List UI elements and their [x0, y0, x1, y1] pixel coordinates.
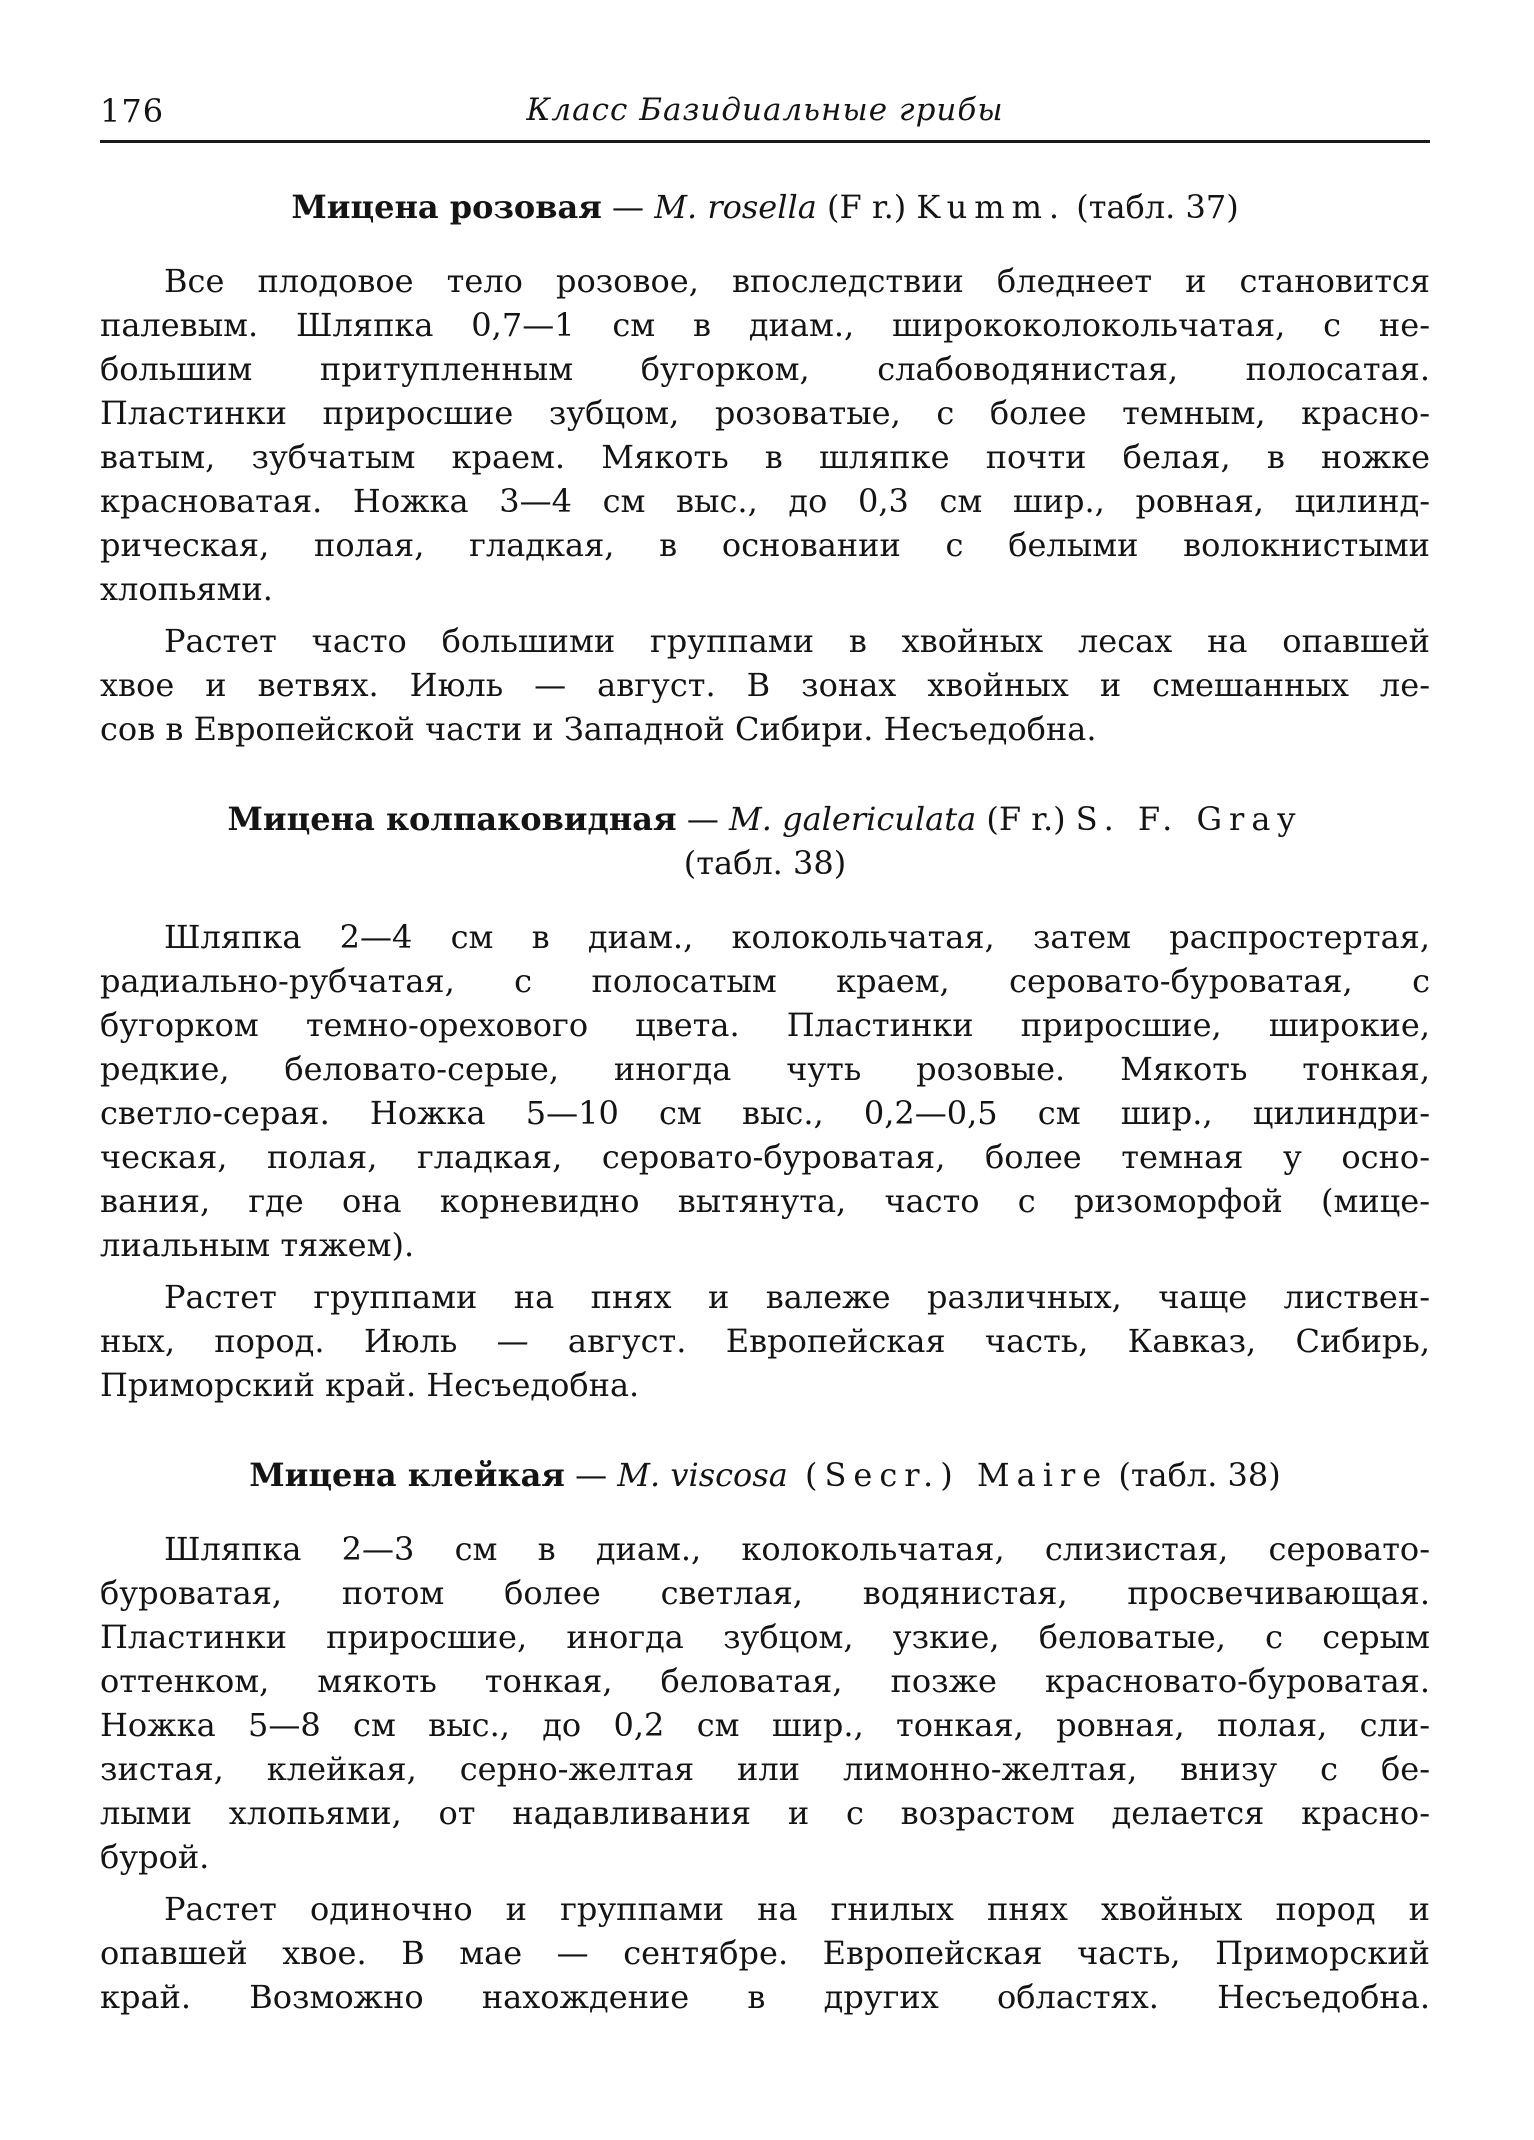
- entry-mycena-galericulata: [100, 797, 1430, 1407]
- description-paragraph: [100, 915, 1430, 1267]
- text-line: редкие, беловато-серые, иногда чуть розовые. Мякоть тонкая,: [100, 1050, 1430, 1088]
- text-line: хвое и ветвях. Июль — август. В зонах хвойных и смешанных ле-: [100, 666, 1430, 704]
- text-line: Пластинки приросшие, иногда зубцом, узкие, беловатые, с серым: [100, 1618, 1430, 1656]
- text-line: лиальным тяжем).: [100, 1226, 415, 1264]
- heading-dash: —: [564, 1456, 618, 1494]
- text-line: радиально-рубчатая, с полосатым краем, серовато-буроватая, с: [100, 962, 1430, 1000]
- text-line: лыми хлопьями, от надавливания и с возрастом делается красно-: [100, 1794, 1430, 1832]
- text-line: край. Возможно нахождение в других областях. Несъедобна.: [100, 1978, 1430, 2016]
- text-line: Шляпка 2—3 см в диам., колокольчатая, слизистая, серовато-: [164, 1530, 1430, 1568]
- description-paragraph: [100, 1527, 1430, 1879]
- description-paragraph: [100, 259, 1430, 611]
- text-line: зистая, клейкая, серно-желтая или лимонно-желтая, внизу с бе-: [100, 1750, 1430, 1788]
- habitat-paragraph: [100, 1887, 1430, 2019]
- species-latin-name: M. viscosa: [617, 1456, 788, 1494]
- table-reference: (табл. 38): [683, 844, 847, 882]
- text-line: большим притупленным бугорком, слабоводянистая, полосатая.: [100, 350, 1430, 388]
- text-line: вания, где она корневидно вытянута, часто с ризоморфой (мице-: [100, 1182, 1430, 1220]
- text-line: ных, пород. Июль — август. Европейская часть, Кавказ, Сибирь,: [100, 1322, 1430, 1360]
- text-line: бугорком темно-орехового цвета. Пластинки приросшие, широкие,: [100, 1006, 1430, 1044]
- author-name: Maire: [976, 1456, 1109, 1494]
- author-abbreviation: (Secr.): [787, 1456, 977, 1494]
- species-russian-name: Мицена розовая: [291, 188, 602, 226]
- heading-dash: —: [601, 188, 655, 226]
- text-line: светло-серая. Ножка 5—10 см выс., 0,2—0,5 см шир., цилиндри-: [100, 1094, 1430, 1132]
- text-line: красноватая. Ножка 3—4 см выс., до 0,3 см шир., ровная, цилинд-: [100, 482, 1430, 520]
- text-line: Растет группами на пнях и валеже различных, чаще листвен-: [164, 1278, 1430, 1316]
- table-reference: (табл. 38): [1108, 1456, 1281, 1494]
- entry-heading-continued: [100, 841, 1430, 885]
- species-latin-name: M. galericulata: [729, 800, 977, 838]
- species-russian-name: Мицена клейкая: [249, 1456, 565, 1494]
- species-russian-name: Мицена колпаковидная: [227, 800, 677, 838]
- habitat-paragraph: [100, 1275, 1430, 1407]
- author-name: Kumm.: [916, 188, 1067, 226]
- text-line: Растет часто большими группами в хвойных лесах на опавшей: [164, 622, 1430, 660]
- text-line: Приморский край. Несъедобна.: [100, 1366, 640, 1404]
- text-line: опавшей хвое. В мае — сентябре. Европейская часть, Приморский: [100, 1934, 1430, 1972]
- text-line: бурой.: [100, 1838, 210, 1876]
- text-line: хлопьями.: [100, 570, 273, 608]
- table-reference: (табл. 37): [1066, 188, 1239, 226]
- species-latin-name: M. rosella: [654, 188, 817, 226]
- text-line: Ножка 5—8 см выс., до 0,2 см шир., тонкая, ровная, полая, сли-: [100, 1706, 1430, 1744]
- running-head: [100, 88, 1430, 143]
- entry-heading: [100, 1453, 1430, 1497]
- text-line: ческая, полая, гладкая, серовато-буроватая, более темная у осно-: [100, 1138, 1430, 1176]
- text-line: сов в Европейской части и Западной Сибири. Несъедобна.: [100, 710, 1097, 748]
- text-line: оттенком, мякоть тонкая, беловатая, позже красновато-буроватая.: [100, 1662, 1430, 1700]
- text-line: Пластинки приросшие зубцом, розоватые, с более темным, красно-: [100, 394, 1430, 432]
- entry-mycena-rosella: [100, 185, 1430, 751]
- heading-dash: —: [676, 800, 729, 838]
- text-line: Растет одиночно и группами на гнилых пнях хвойных пород и: [164, 1890, 1430, 1928]
- author-abbreviation: (F r.): [976, 800, 1076, 838]
- text-line: буроватая, потом более светлая, водянистая, просвечивающая.: [100, 1574, 1430, 1612]
- text-line: рическая, полая, гладкая, в основании с белыми волокнистыми: [100, 526, 1430, 564]
- entry-mycena-viscosa: [100, 1453, 1430, 2019]
- text-line: Шляпка 2—4 см в диам., колокольчатая, затем распростертая,: [164, 918, 1430, 956]
- text-line: Все плодовое тело розовое, впоследствии бледнеет и становится: [164, 262, 1430, 300]
- text-line: ватым, зубчатым краем. Мякоть в шляпке почти белая, в ножке: [100, 438, 1430, 476]
- entry-heading: [100, 185, 1430, 229]
- entry-heading: [100, 797, 1430, 841]
- text-line: палевым. Шляпка 0,7—1 см в диам., ширококолокольчатая, с не-: [100, 306, 1430, 344]
- book-page: [100, 88, 1430, 2019]
- author-abbreviation: (F r.): [816, 188, 917, 226]
- running-title: Класс Базидиальные грибы: [526, 92, 1004, 128]
- habitat-paragraph: [100, 619, 1430, 751]
- page-number: 176: [100, 92, 165, 130]
- author-name: S. F. Gray: [1075, 800, 1303, 838]
